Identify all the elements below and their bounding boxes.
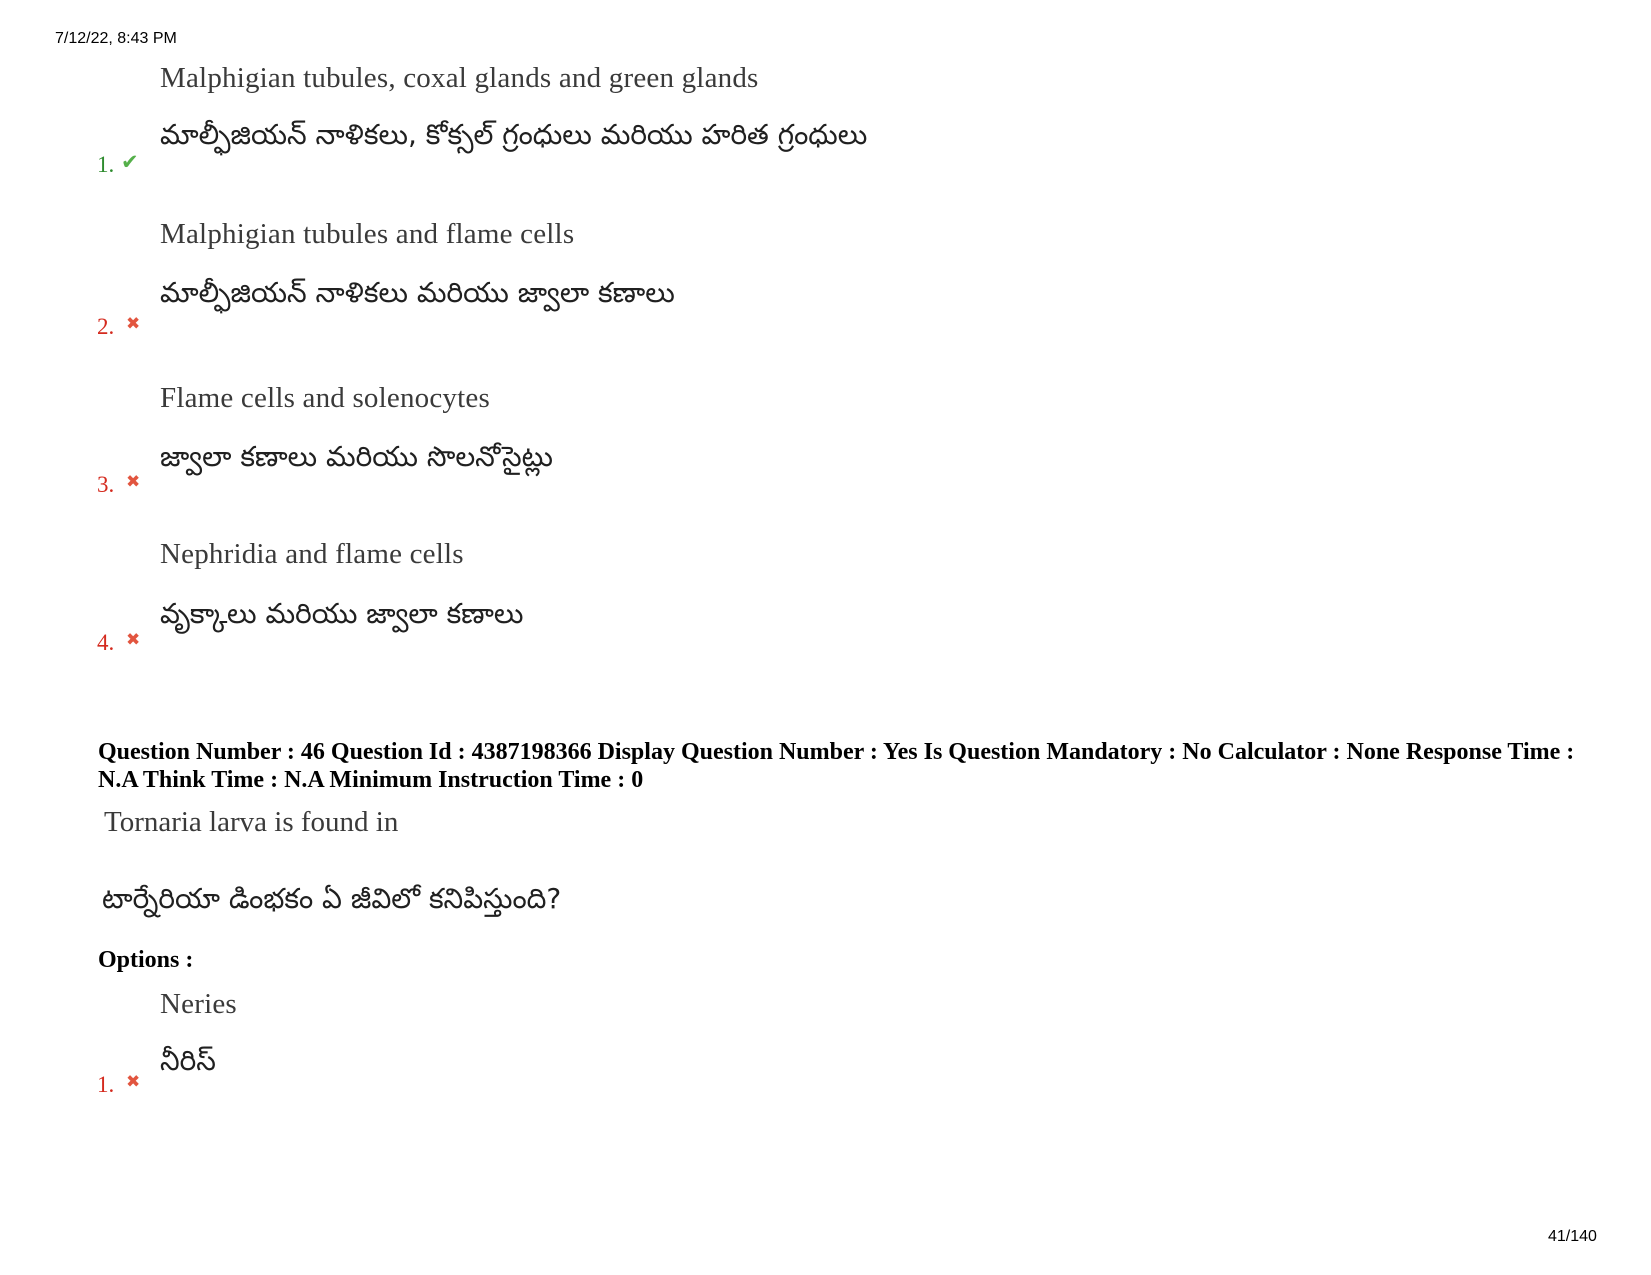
option-number: 4.: [97, 630, 115, 655]
option-telugu: వృక్కాలు మరియు జ్వాలా కణాలు: [160, 597, 524, 630]
cross-icon: ✖: [126, 314, 141, 334]
option-english: Neries: [160, 988, 237, 1020]
option-english: Malphigian tubules, coxal glands and green glands: [160, 62, 759, 94]
page-number: 41/140: [1548, 1228, 1597, 1245]
option-telugu: మాల్ఫీజియన్ నాళికలు, కోక్సల్ గ్రంధులు మరియు హరిత గ్రంధులు: [160, 118, 868, 151]
question-telugu: టార్నేరియా డింభకం ఏ జీవిలో కనిపిస్తుంది?: [102, 882, 562, 915]
cross-icon: ✖: [126, 472, 141, 492]
option-english: Nephridia and flame cells: [160, 538, 464, 570]
option-number: 2.: [97, 314, 115, 339]
option-telugu: మాల్ఫీజియన్ నాళికలు మరియు జ్వాలా కణాలు: [160, 276, 675, 309]
options-label: Options :: [98, 947, 194, 973]
question-english: Tornaria larva is found in: [104, 806, 399, 838]
check-icon: ✔: [121, 150, 139, 174]
print-timestamp: 7/12/22, 8:43 PM: [55, 30, 177, 47]
option-telugu: జ్వాలా కణాలు మరియు సొలనోసైట్లు: [160, 440, 553, 473]
option-number: 1.: [97, 152, 115, 177]
cross-icon: ✖: [126, 1072, 141, 1092]
option-number: 1.: [97, 1072, 115, 1097]
option-number: 3.: [97, 472, 115, 497]
option-telugu: నీరిస్: [160, 1044, 216, 1077]
question-meta: Question Number : 46 Question Id : 4387198366 Display Question Number : Yes Is Question Mandatory : No Calculator : None Response Time : N.A Think Time : N.A Minimum Instruction Time : 0: [98, 739, 1575, 793]
option-english: Malphigian tubules and flame cells: [160, 218, 575, 250]
cross-icon: ✖: [126, 630, 141, 650]
option-english: Flame cells and solenocytes: [160, 382, 490, 414]
